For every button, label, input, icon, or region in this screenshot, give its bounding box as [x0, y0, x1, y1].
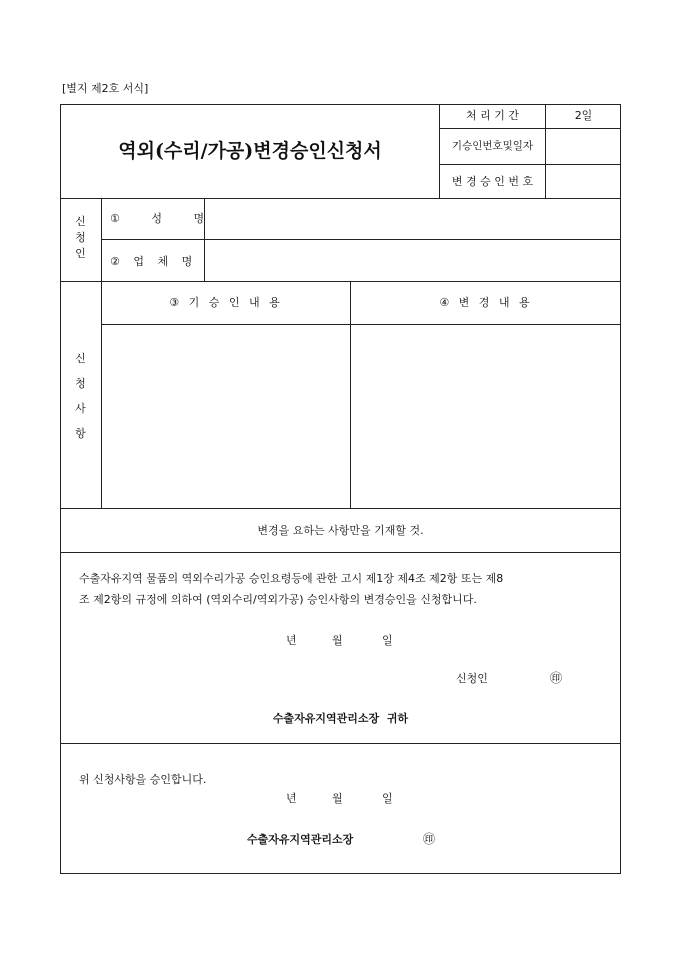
date-year-label: 년 — [286, 634, 297, 647]
applicant-signature-label: 신청인 — [456, 672, 488, 685]
company-label: ② 업 체 명 — [110, 255, 195, 268]
declaration-line-1: 수출자유지역 물품의 역외수리가공 승인요령등에 관한 고시 제1장 제4조 제2항 또는 제8 — [79, 572, 504, 585]
section-line — [60, 281, 621, 282]
prev-approval-content-field[interactable] — [102, 325, 349, 507]
applicant-divider — [101, 198, 102, 282]
name-label: ① 성 명 — [110, 212, 205, 225]
change-content-field[interactable] — [351, 325, 620, 507]
name-field[interactable] — [205, 199, 620, 239]
instruction-note: 변경을 요하는 사항만을 기재할 것. — [257, 524, 424, 537]
prev-approval-content-header: ③ 기 승 인 내 용 — [169, 296, 283, 309]
change-approval-no-field[interactable] — [546, 165, 620, 198]
company-field[interactable] — [205, 240, 620, 281]
approval-signatory: 수출자유지역관리소장 — [247, 833, 354, 846]
form-label: [별지 제2호 서식] — [62, 82, 149, 95]
section-line — [60, 508, 621, 509]
approval-date-month: 월 — [332, 792, 343, 805]
section-line — [60, 552, 621, 553]
form-title: 역외(수리/가공)변경승인신청서 — [118, 140, 382, 162]
request-section-label-1: 신 — [75, 352, 86, 365]
date-month-label: 월 — [332, 634, 343, 647]
approval-date-year: 년 — [286, 792, 297, 805]
request-section-label-4: 항 — [75, 427, 86, 440]
prev-approval-no-date-field[interactable] — [546, 129, 620, 164]
addressee: 수출자유지역관리소장 귀하 — [272, 712, 409, 725]
section-line — [60, 743, 621, 744]
request-section-label-2: 청 — [75, 377, 86, 390]
processing-period-value: 2일 — [574, 109, 593, 122]
applicant-section-label-2: 청 — [75, 231, 86, 244]
applicant-seal: ㊞ — [550, 671, 563, 685]
change-approval-no-label: 변 경 승 인 번 호 — [451, 175, 534, 188]
applicant-section-label-3: 인 — [75, 247, 86, 260]
declaration-line-2: 조 제2항의 규정에 의하여 (역외수리/역외가공) 승인사항의 변경승인을 신청합니다. — [79, 593, 477, 606]
approval-date-day: 일 — [382, 792, 393, 805]
prev-approval-no-date-label: 기승인번호및일자 — [451, 140, 534, 152]
change-content-header: ④ 변 경 내 용 — [439, 296, 533, 309]
approval-statement: 위 신청사항을 승인합니다. — [79, 773, 207, 786]
processing-period-label: 처 리 기 간 — [466, 109, 519, 122]
applicant-section-label-1: 신 — [75, 215, 86, 228]
request-section-label-3: 사 — [75, 402, 86, 415]
approval-seal: ㊞ — [423, 832, 436, 846]
date-day-label: 일 — [382, 634, 393, 647]
